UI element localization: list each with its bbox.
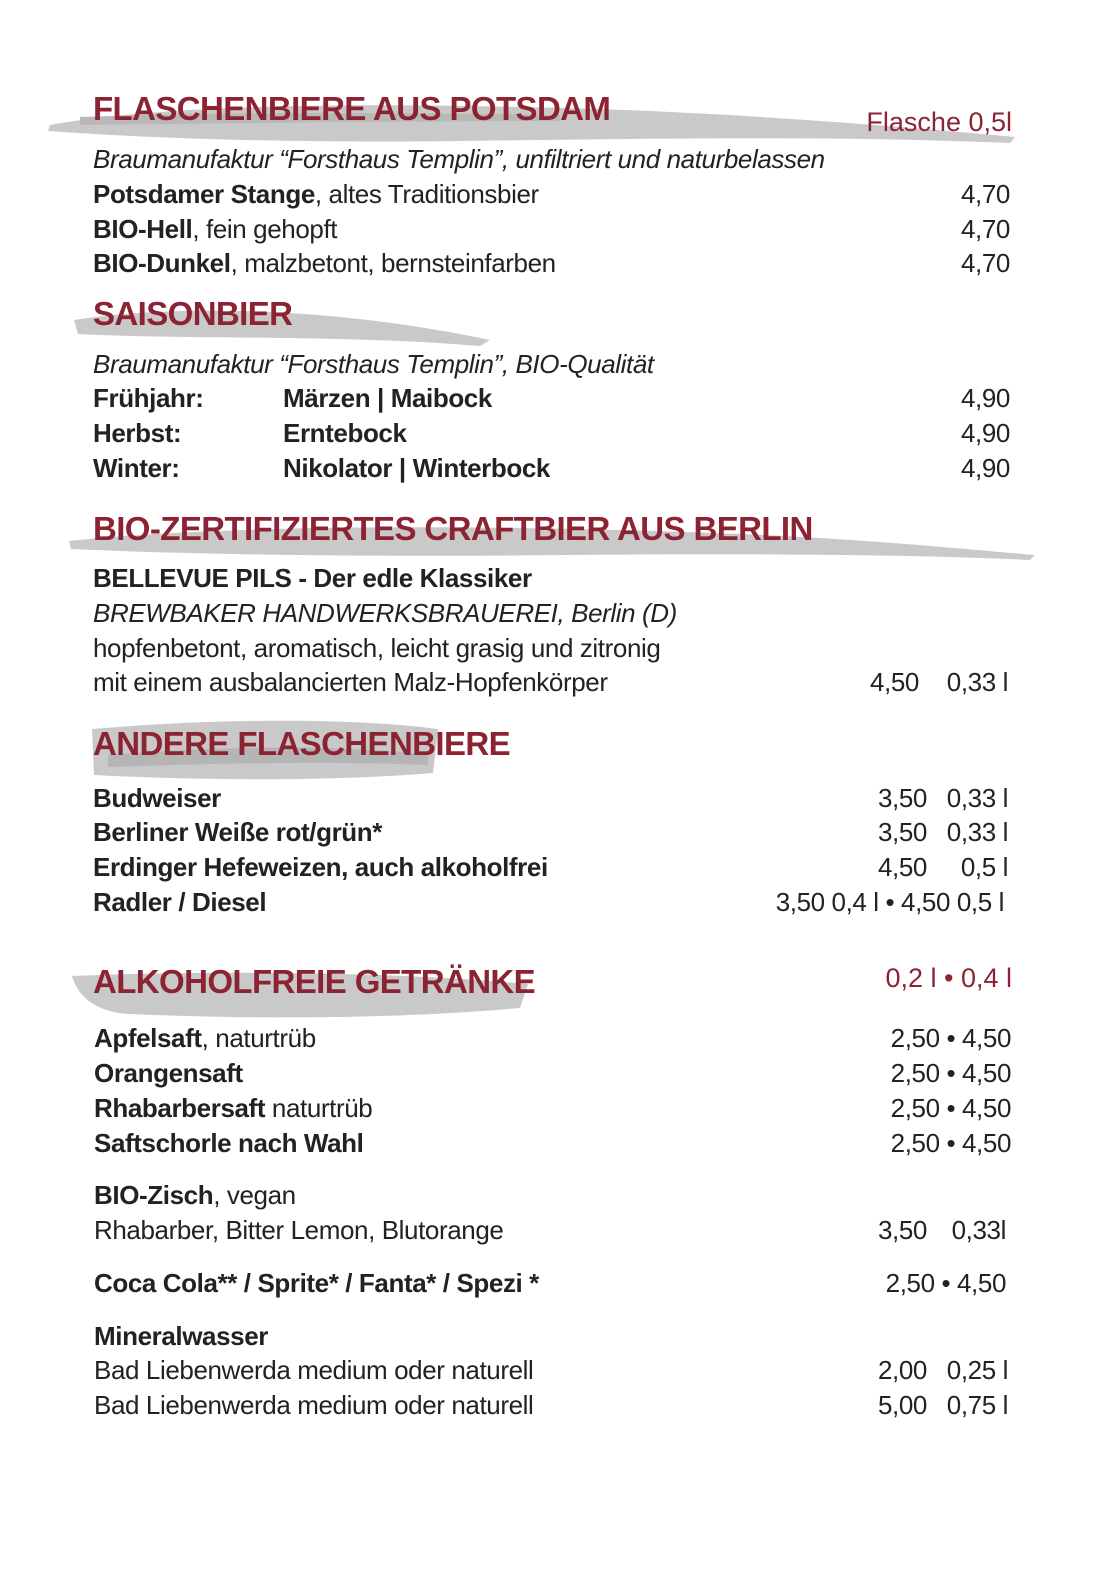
item-name: Rhabarbersaft	[94, 1093, 266, 1123]
section-title-andere-flaschenbiere: ANDERE FLASCHENBIERE	[93, 725, 511, 762]
item-price: 4,70	[960, 214, 1010, 244]
item-price: 4,90	[960, 453, 1010, 483]
item-desc: , naturtrüb	[201, 1023, 316, 1053]
item-desc: , altes Traditionsbier	[314, 179, 539, 209]
item-size: 0,33 l	[946, 783, 1008, 813]
item-name: Saftschorle nach Wahl	[94, 1128, 364, 1158]
item-desc: Bad Liebenwerda medium oder naturell	[94, 1355, 534, 1385]
item-name: BIO-Hell	[93, 214, 193, 244]
item-price: 3,50	[877, 1215, 927, 1245]
item-size: 0,25 l	[946, 1355, 1008, 1385]
item-name: BIO-Dunkel	[93, 248, 231, 278]
item-desc: mit einem ausbalancierten Malz-Hopfenkörper	[93, 667, 608, 697]
season-label: Winter:	[93, 453, 180, 483]
item-price: 2,50 • 4,50	[885, 1268, 1006, 1298]
item-name: BIO-Zisch	[94, 1180, 214, 1210]
item-price: 2,50 • 4,50	[890, 1058, 1011, 1088]
item-price: 4,70	[960, 179, 1010, 209]
unit-label-glass: 0,2 l • 0,4 l	[885, 963, 1012, 993]
item-size: 0,33 l	[946, 667, 1008, 697]
item-desc: Rhabarber, Bitter Lemon, Blutorange	[94, 1215, 504, 1245]
item-name: Coca Cola** / Sprite* / Fanta* / Spezi *	[94, 1268, 539, 1298]
item-price: 3,50 0,4 l • 4,50 0,5 l	[775, 887, 1004, 917]
item-name: Budweiser	[93, 783, 221, 813]
item-price: 2,50 • 4,50	[890, 1128, 1011, 1158]
item-desc: naturtrüb	[265, 1093, 373, 1123]
section-title-saisonbier: SAISONBIER	[93, 295, 293, 332]
item-price: 5,00	[877, 1390, 927, 1420]
season-label: Frühjahr:	[93, 383, 204, 413]
item-name: Erdinger Hefeweizen, auch alkoholfrei	[93, 852, 548, 882]
item-name: Mineralwasser	[94, 1321, 269, 1351]
item-size: 0,33 l	[946, 817, 1008, 847]
item-name: Berliner Weiße rot/grün*	[93, 817, 382, 847]
season-label: Herbst:	[93, 418, 182, 448]
item-desc: Bad Liebenwerda medium oder naturell	[94, 1390, 534, 1420]
item-price: 3,50	[877, 817, 927, 847]
section-subtitle: Braumanufaktur “Forsthaus Templin”, unfiltriert und naturbelassen	[93, 144, 825, 174]
section-subtitle: Braumanufaktur “Forsthaus Templin”, BIO-Qualität	[93, 349, 654, 379]
item-price: 4,90	[960, 418, 1010, 448]
list-item	[94, 1093, 372, 1123]
unit-label-bottle: Flasche 0,5l	[866, 107, 1012, 137]
item-size: 0,33l	[951, 1215, 1006, 1245]
list-item	[94, 1180, 296, 1210]
section-title-craftbier-berlin: BIO-ZERTIFIZIERTES CRAFTBIER AUS BERLIN	[93, 510, 813, 547]
item-price: 3,50	[877, 783, 927, 813]
item-desc: , malzbetont, bernsteinfarben	[230, 248, 556, 278]
season-beer: Erntebock	[283, 418, 407, 448]
item-name: Potsdamer Stange	[93, 179, 315, 209]
brewery-name: BREWBAKER HANDWERKSBRAUEREI, Berlin (D)	[93, 598, 677, 628]
list-item	[93, 179, 539, 209]
item-name: Orangensaft	[94, 1058, 243, 1088]
item-name: Radler / Diesel	[93, 887, 267, 917]
item-name: BELLEVUE PILS - Der edle Klassiker	[93, 563, 532, 593]
item-price: 2,50 • 4,50	[890, 1093, 1011, 1123]
item-size: 0,75 l	[946, 1390, 1008, 1420]
item-size: 0,5 l	[960, 852, 1008, 882]
season-beer: Märzen | Maibock	[283, 383, 492, 413]
item-name: Apfelsaft	[94, 1023, 202, 1053]
list-item	[94, 1058, 243, 1088]
item-desc: , vegan	[213, 1180, 296, 1210]
item-price: 4,90	[960, 383, 1010, 413]
section-title-alkoholfreie-getraenke: ALKOHOLFREIE GETRÄNKE	[93, 963, 536, 1000]
item-price: 4,50	[877, 852, 927, 882]
list-item	[94, 1128, 363, 1158]
item-desc: hopfenbetont, aromatisch, leicht grasig und zitronig	[93, 633, 661, 663]
season-beer: Nikolator | Winterbock	[283, 453, 550, 483]
item-price: 2,50 • 4,50	[890, 1023, 1011, 1053]
item-price: 2,00	[877, 1355, 927, 1385]
list-item	[93, 248, 556, 278]
list-item	[93, 214, 337, 244]
list-item	[94, 1023, 316, 1053]
item-price: 4,70	[960, 248, 1010, 278]
item-price: 4,50	[869, 667, 919, 697]
section-title-flaschenbiere-potsdam: FLASCHENBIERE AUS POTSDAM	[93, 90, 611, 127]
item-desc: , fein gehopft	[192, 214, 338, 244]
